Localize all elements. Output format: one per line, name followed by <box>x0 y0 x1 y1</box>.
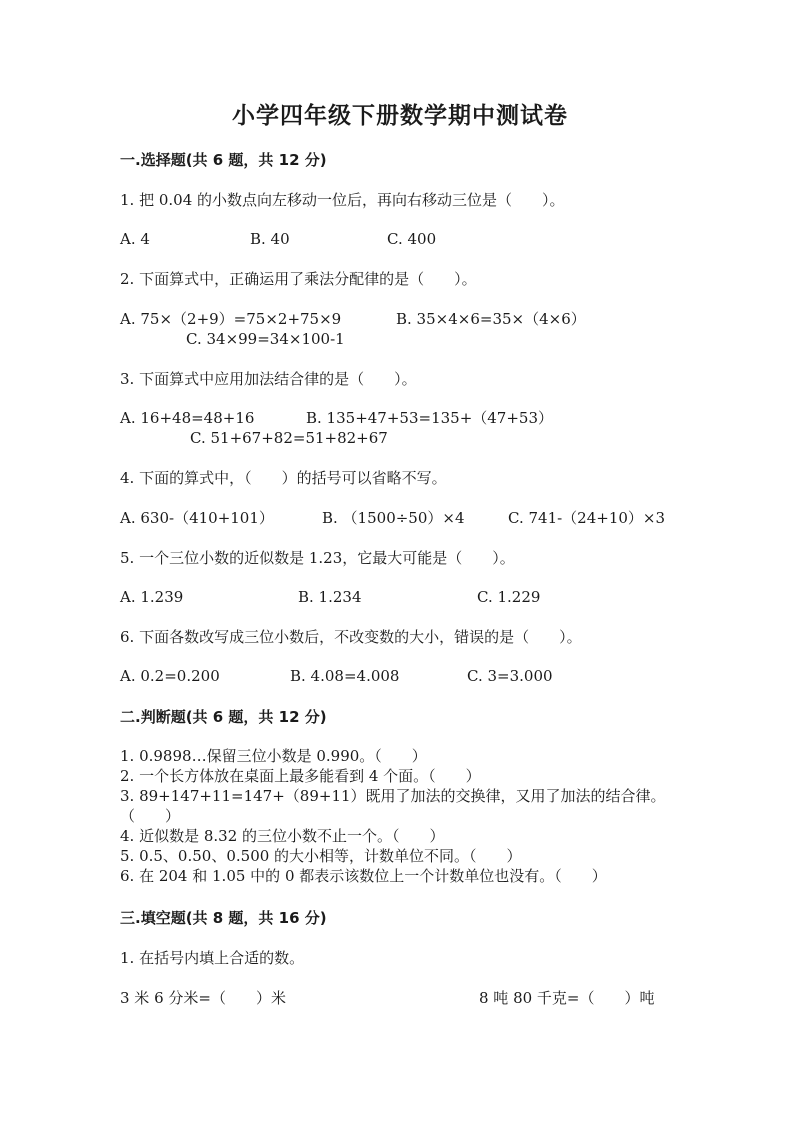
question-1-option-a: A. 4 <box>120 230 150 248</box>
question-3: 3. 下面算式中应用加法结合律的是（ ）。 <box>120 370 417 388</box>
question-2-option-a: A. 75×（2+9）=75×2+75×9 <box>120 310 342 328</box>
judgment-item-3-blank: （ ） <box>120 807 181 825</box>
judgment-item-5: 5. 0.5、0.50、0.500 的大小相等，计数单位不同。（ ） <box>120 847 522 865</box>
question-1-option-c: C. 400 <box>387 230 437 248</box>
judgment-item-6: 6. 在 204 和 1.05 中的 0 都表示该数位上一个计数单位也没有。（ ） <box>120 867 607 885</box>
question-3-option-a: A. 16+48=48+16 <box>120 409 255 427</box>
question-6: 6. 下面各数改写成三位小数后，不改变数的大小，错误的是（ ）。 <box>120 628 582 646</box>
question-2-option-c: C. 34×99=34×100-1 <box>186 330 345 348</box>
question-5-option-c: C. 1.229 <box>477 588 541 606</box>
question-4-option-b: B. （1500÷50）×4 <box>322 509 465 527</box>
section-heading-judgment: 二.判断题(共 6 题，共 12 分) <box>120 708 327 726</box>
question-1-option-b: B. 40 <box>250 230 290 248</box>
section-heading-fill: 三.填空题(共 8 题，共 16 分) <box>120 909 327 927</box>
question-6-option-c: C. 3=3.000 <box>467 667 553 685</box>
question-3-option-b: B. 135+47+53=135+（47+53） <box>306 409 554 427</box>
judgment-item-2: 2. 一个长方体放在桌面上最多能看到 4 个面。（ ） <box>120 767 481 785</box>
fill-question-1: 1. 在括号内填上合适的数。 <box>120 949 305 967</box>
fill-item-1: 3 米 6 分米=（ ）米 <box>120 989 286 1007</box>
question-5-option-b: B. 1.234 <box>298 588 362 606</box>
question-2-option-b: B. 35×4×6=35×（4×6） <box>396 310 586 328</box>
question-6-option-a: A. 0.2=0.200 <box>120 667 220 685</box>
judgment-item-1: 1. 0.9898…保留三位小数是 0.990。（ ） <box>120 747 427 765</box>
fill-item-2: 8 吨 80 千克=（ ）吨 <box>479 989 655 1007</box>
question-5: 5. 一个三位小数的近似数是 1.23，它最大可能是（ ）。 <box>120 549 515 567</box>
question-3-option-c: C. 51+67+82=51+82+67 <box>190 429 388 447</box>
page-title: 小学四年级下册数学期中测试卷 <box>232 103 568 129</box>
question-2: 2. 下面算式中，正确运用了乘法分配律的是（ ）。 <box>120 270 477 288</box>
question-4: 4. 下面的算式中，（ ）的括号可以省略不写。 <box>120 469 447 487</box>
question-4-option-c: C. 741-（24+10）×3 <box>508 509 666 527</box>
question-6-option-b: B. 4.08=4.008 <box>290 667 400 685</box>
judgment-item-4: 4. 近似数是 8.32 的三位小数不止一个。（ ） <box>120 827 445 845</box>
question-1: 1. 把 0.04 的小数点向左移动一位后，再向右移动三位是（ ）。 <box>120 191 565 209</box>
question-5-option-a: A. 1.239 <box>120 588 184 606</box>
section-heading-choice: 一.选择题(共 6 题，共 12 分) <box>120 151 327 169</box>
question-4-option-a: A. 630-（410+101） <box>120 509 274 527</box>
judgment-item-3: 3. 89+147+11=147+（89+11）既用了加法的交换律，又用了加法的结合律。 <box>120 787 666 805</box>
